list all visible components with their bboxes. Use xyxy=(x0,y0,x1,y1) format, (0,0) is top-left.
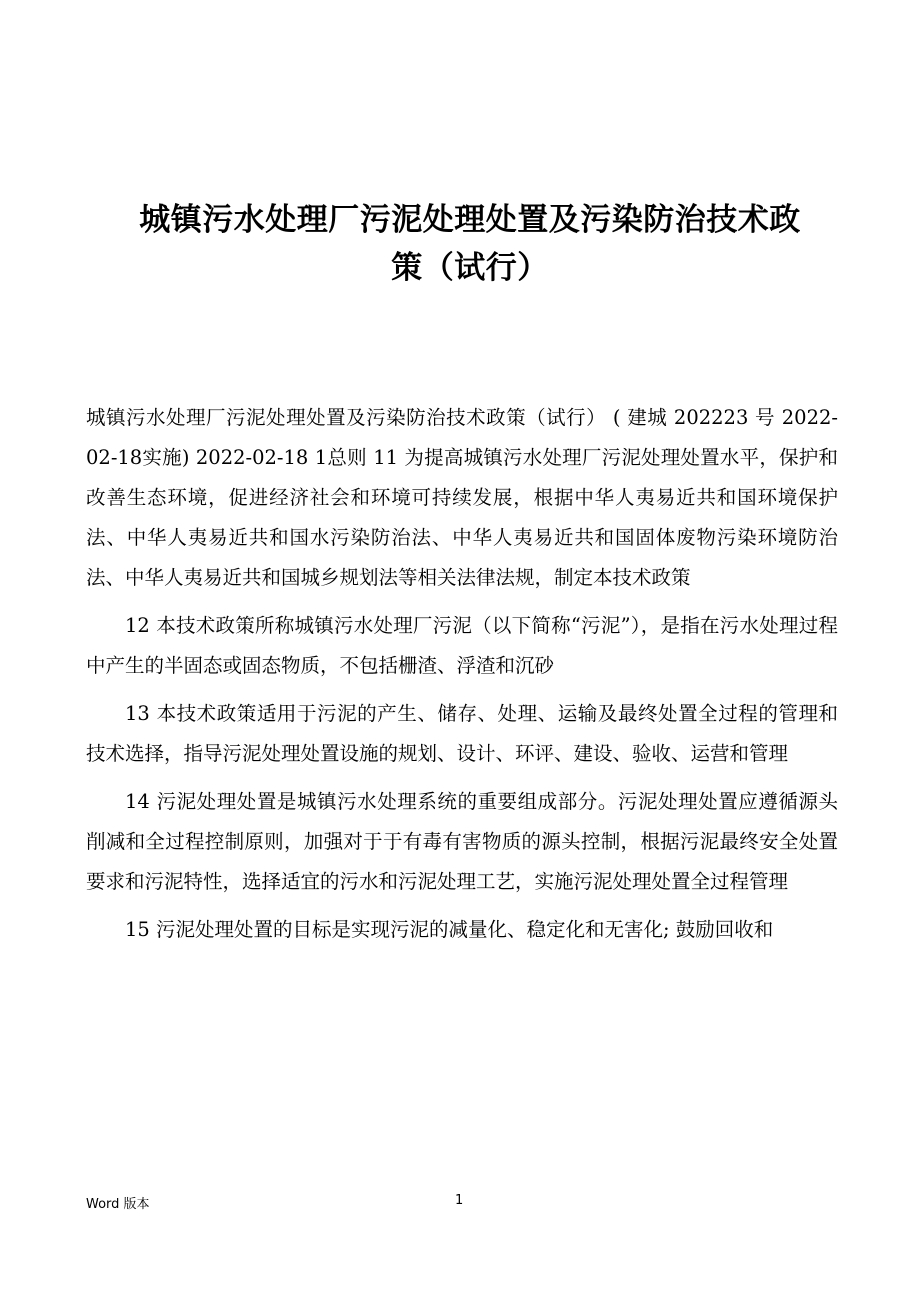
footer-word-version: Word 版本 xyxy=(86,1197,150,1212)
document-title xyxy=(110,196,830,292)
title-line-2: 策（试行） xyxy=(391,250,549,286)
paragraph-13: 13 本技术政策适用于污泥的产生、储存、处理、运输及最终处置全过程的管理和技术选择，指导污泥处理处置设施的规划、设计、环评、建设、验收、运营和管理 xyxy=(86,702,838,765)
title-line-1: 城镇污水处理厂污泥处理处置及污染防治技术政 xyxy=(139,202,801,238)
paragraph-14: 14 污泥处理处置是城镇污水处理系统的重要组成部分。污泥处理处置应遵循源头削减和全过程控制原则，加强对于于有毒有害物质的源头控制，根据污泥最终安全处置要求和污泥特性，选择适宜的污水和污泥处理工艺，实施污泥处理处置全过程管理 xyxy=(86,790,838,893)
paragraph-12: 12 本技术政策所称城镇污水处理厂污泥（以下简称“污泥”），是指在污水处理过程中产生的半固态或固态物质，不包括栅渣、浮渣和沉砂 xyxy=(86,614,838,677)
paragraph-general-provisions: 城镇污水处理厂污泥处理处置及污染防治技术政策（试行） ( 建城 202223 号 2022-02-18实施) 2022-02-18 1总则 11 为提高城镇污水处理厂污泥处理处置水平，保护和改善生态环境，促进经济社会和环境可持续发展，根据中华人夷易近共和国环境保护法、中华人夷易近共和国水污染防治法、中华人夷易近共和国固体废物污染环境防治法、中华人夷易近共和国城乡规划法等相关法律法规，制定本技术政策 xyxy=(86,406,838,589)
document-body xyxy=(86,398,838,958)
footer-page-number: 1 xyxy=(455,1193,464,1208)
paragraph-15: 15 污泥处理处置的目标是实现污泥的减量化、稳定化和无害化; 鼓励回收和 xyxy=(125,918,774,941)
